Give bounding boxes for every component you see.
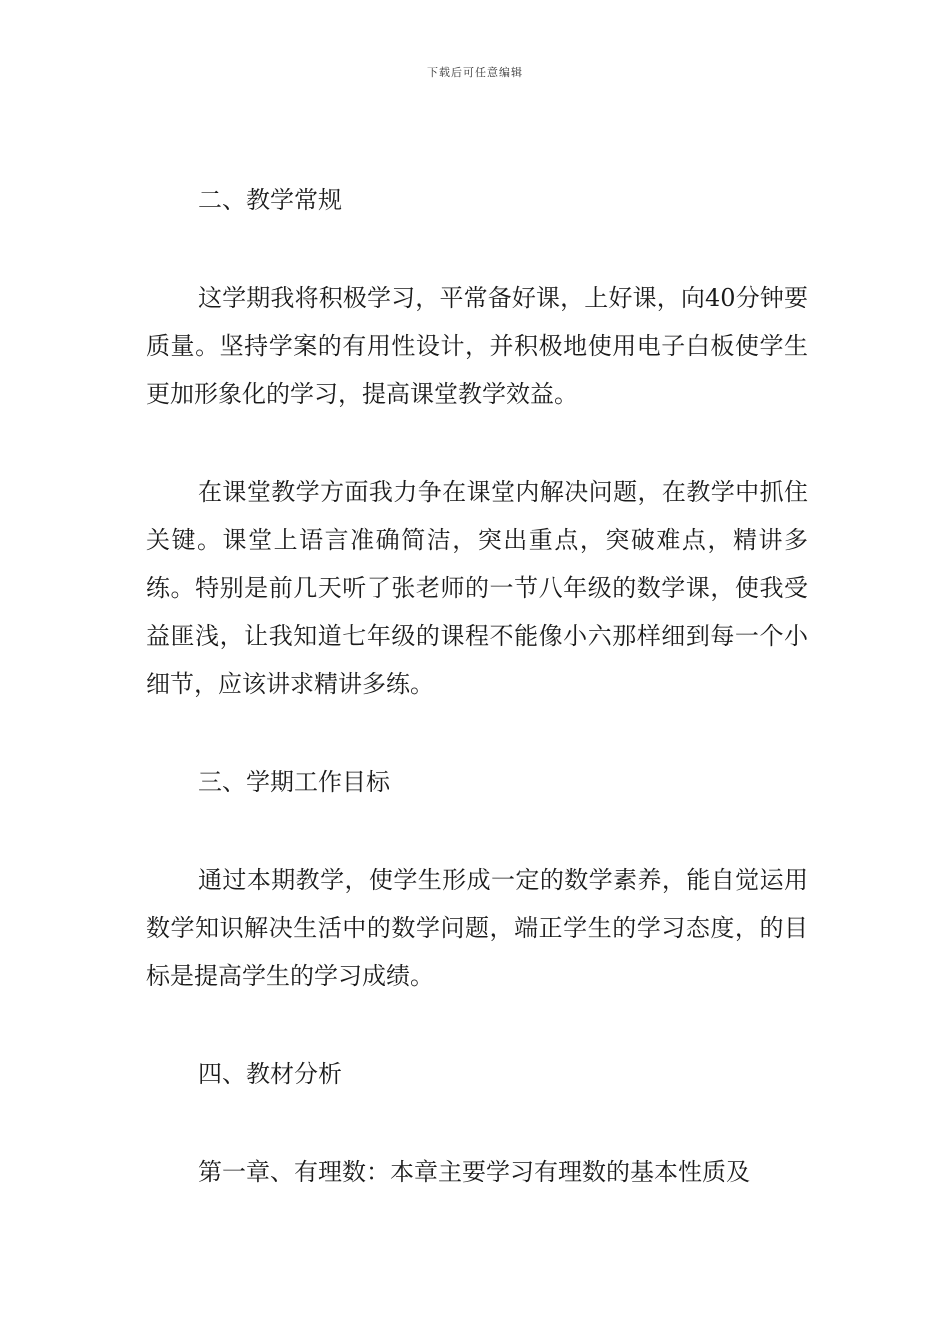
paragraph: 第一章、有理数：本章主要学习有理数的基本性质及	[198, 1158, 750, 1186]
paragraph: 在课堂教学方面我力争在课堂内解决问题，在教学中抓住关键。课堂上语言准确简洁，突出重点，突破难点，精讲多练。特别是前几天听了张老师的一节八年级的数学课，使我受益匪浅，让我知道七年级的课程不能像小六那样细到每一个小细节，应该讲求精讲多练。	[146, 478, 808, 698]
section-heading: 二、教学常规	[198, 186, 342, 214]
paragraph: 这学期我将积极学习，平常备好课，上好课，向40分钟要质量。坚持学案的有用性设计，并积极地使用电子白板使学生更加形象化的学习，提高课堂教学效益。	[146, 284, 808, 408]
section-heading: 三、学期工作目标	[198, 768, 390, 796]
document-body	[146, 176, 808, 1196]
page-header: 下载后可任意编辑	[427, 66, 523, 79]
paragraph: 通过本期教学，使学生形成一定的数学素养，能自觉运用数学知识解决生活中的数学问题，端正学生的学习态度，的目标是提高学生的学习成绩。	[146, 866, 808, 990]
section-heading: 四、教材分析	[198, 1060, 342, 1088]
